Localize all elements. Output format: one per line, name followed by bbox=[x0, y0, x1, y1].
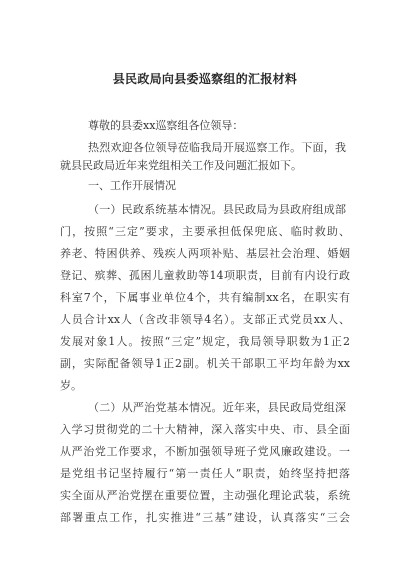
para2-line-2: 入学习贯彻党的二十大精神，深入落实中央、市、县全面 bbox=[60, 423, 350, 436]
para1-line-4: 登记、殡葬、孤困儿童救助等14项职责，目前有内设行政 bbox=[60, 269, 350, 282]
para1-line-1: （一）民政系统基本情况。县民政局为县政府组成部 bbox=[88, 203, 346, 216]
para1-line-6: 人员合计xx人（含改非领导4名）。支部正式党员xx人、 bbox=[60, 313, 350, 326]
para2-line-4: 是党组书记坚持履行“第一责任人”职责，始终坚持把落 bbox=[60, 467, 350, 480]
para2-line-5: 实全面从严治党摆在重要位置，主动强化理论武装，系统 bbox=[60, 489, 350, 502]
para1-line-8: 副，实际配备领导1正2副。机关干部职工平均年龄为xx bbox=[60, 357, 350, 370]
document-title: 县民政局向县委巡察组的汇报材料 bbox=[112, 72, 298, 86]
para1-line-9: 岁。 bbox=[60, 379, 82, 392]
para1-line-2: 门，按照“三定”要求，主要承担低保兜底、临时救助、 bbox=[60, 225, 350, 238]
intro-line-2: 就县民政局近年来党组相关工作及问题汇报如下。 bbox=[60, 159, 302, 172]
para2-line-3: 从严治党工作要求，不断加强领导班子党风廉政建设。一 bbox=[60, 445, 350, 458]
section-heading: 一、工作开展情况 bbox=[88, 179, 176, 192]
para2-line-6: 部署重点工作，扎实推进“三基”建设，认真落实“三会 bbox=[60, 511, 350, 524]
intro-line-1: 热烈欢迎各位领导莅临我局开展巡察工作。下面，我 bbox=[88, 141, 346, 154]
para2-line-1: （二）从严治党基本情况。近年来，县民政局党组深 bbox=[88, 401, 346, 414]
para1-line-7: 发展对象1人。按照“三定”规定，我局领导职数为1正2 bbox=[60, 335, 350, 348]
para1-line-5: 科室7个，下属事业单位4个，共有编制xx名，在职实有 bbox=[60, 291, 350, 304]
para1-line-3: 养老、特困供养、残疾人两项补贴、基层社会治理、婚姻 bbox=[60, 247, 350, 260]
salutation: 尊敬的县委xx巡察组各位领导： bbox=[88, 119, 244, 132]
